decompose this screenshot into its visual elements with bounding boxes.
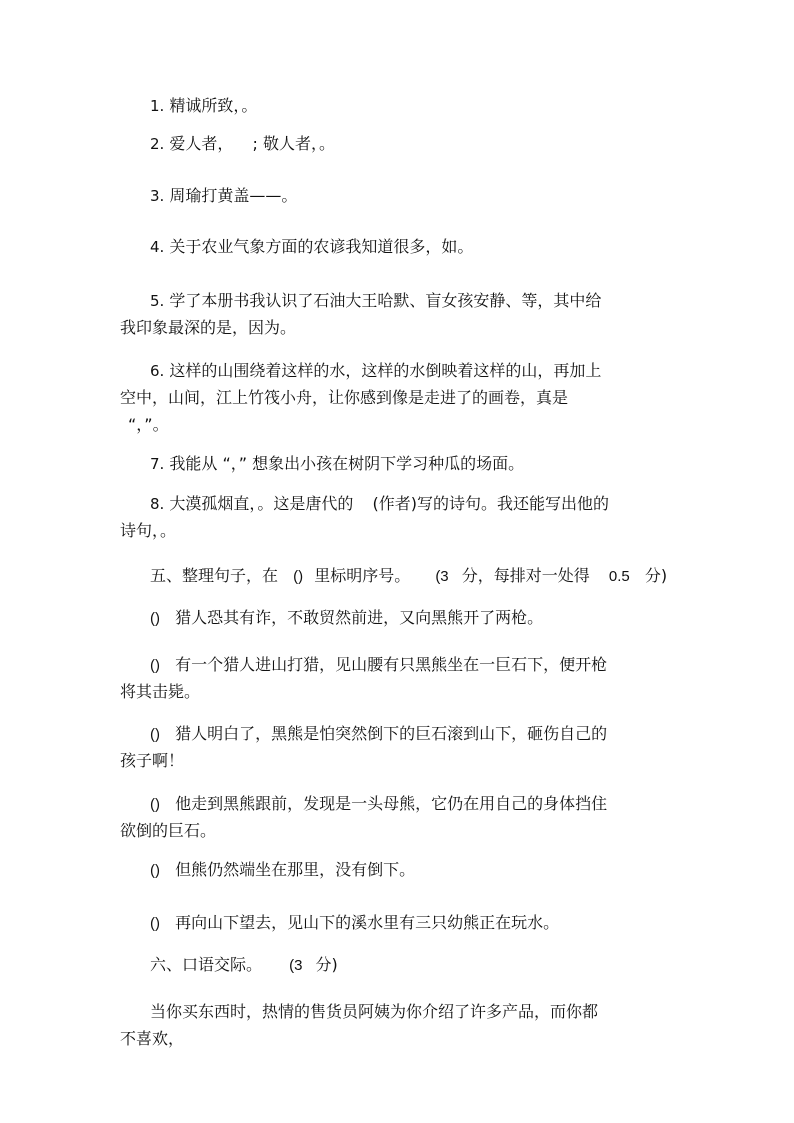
question-text: 大漠孤烟直，。这是唐代的 bbox=[169, 494, 354, 513]
question-6-line-2: 空中，山间，江上竹筏小舟，让你感到像是走进了的画卷，真是 bbox=[120, 388, 569, 407]
question-number: 3. bbox=[150, 187, 165, 205]
score-note: 分，每排对一处得 bbox=[461, 566, 590, 585]
question-number: 2. bbox=[150, 135, 165, 153]
sentence-6 bbox=[150, 913, 559, 934]
question-1 bbox=[150, 96, 257, 116]
paragraph-line-1: 当你买东西时，热情的售货员阿姨为你介绍了许多产品，而你都 bbox=[150, 1002, 599, 1021]
question-4 bbox=[150, 237, 473, 257]
question-7 bbox=[150, 454, 524, 474]
sentence-3-line-1 bbox=[150, 724, 607, 745]
section-instruction: 里标明序号。 bbox=[314, 566, 411, 585]
question-text: 我能从 “，” 想象出小孩在树阴下学习种瓜的场面。 bbox=[169, 454, 525, 473]
question-5-line-2: 我印象最深的是，因为。 bbox=[120, 318, 297, 337]
sentence-2-line-1 bbox=[150, 655, 607, 676]
question-6-line-3: “，”。 bbox=[128, 415, 169, 434]
score-note: (3 bbox=[435, 568, 449, 585]
sentence-1 bbox=[150, 608, 543, 629]
question-number: 5. bbox=[150, 292, 165, 310]
sentence-text: 他走到黑熊跟前，发现是一头母熊，它仍在用自己的身体挡住 bbox=[175, 794, 608, 813]
question-number: 1. bbox=[150, 97, 165, 115]
section-title: 六、口语交际。 bbox=[150, 955, 263, 974]
question-number: 7. bbox=[150, 455, 165, 473]
score-note: (3 bbox=[289, 957, 303, 974]
question-text: 精诚所致，。 bbox=[169, 96, 258, 115]
sentence-text: 猎人明白了，黑熊是怕突然倒下的巨石滚到山下，砸伤自己的 bbox=[175, 724, 608, 743]
paren-blank: () bbox=[150, 796, 160, 813]
section-6-heading bbox=[150, 955, 338, 976]
question-number: 8. bbox=[150, 495, 165, 513]
sentence-4-line-1 bbox=[150, 794, 607, 815]
sentence-text: 但熊仍然端坐在那里，没有倒下。 bbox=[175, 860, 416, 879]
question-6-line-1 bbox=[150, 361, 601, 381]
score-note: 分) bbox=[644, 566, 668, 585]
paren-blank: () bbox=[293, 568, 304, 585]
question-text: 周瑜打黄盖——。 bbox=[169, 186, 298, 205]
question-3 bbox=[150, 186, 297, 206]
sentence-3-line-2: 孩子啊！ bbox=[120, 751, 185, 770]
paragraph-line-2: 不喜欢， bbox=[120, 1029, 185, 1048]
question-text: 关于农业气象方面的农谚我知道很多，如。 bbox=[169, 237, 474, 256]
section-title: 五、整理句子，在 bbox=[150, 566, 279, 585]
paren-blank: () bbox=[150, 610, 160, 627]
section-5-heading bbox=[150, 566, 667, 587]
question-text: 爱人者， bbox=[169, 134, 234, 153]
sentence-2-line-2: 将其击毙。 bbox=[120, 682, 201, 701]
score-note: 分) bbox=[315, 955, 338, 974]
paren-blank: () bbox=[150, 915, 160, 932]
sentence-text: 再向山下望去，见山下的溪水里有三只幼熊正在玩水。 bbox=[175, 913, 560, 932]
question-2 bbox=[150, 134, 335, 154]
question-5-line-1 bbox=[150, 291, 601, 311]
sentence-text: 猎人恐其有诈，不敢贸然前进，又向黑熊开了两枪。 bbox=[175, 608, 544, 627]
question-number: 4. bbox=[150, 238, 165, 256]
question-text: 学了本册书我认识了石油大王哈默、盲女孩安静、等，其中给 bbox=[169, 291, 602, 310]
paren-blank: () bbox=[150, 862, 160, 879]
score-note: 0.5 bbox=[608, 568, 630, 585]
sentence-text: 有一个猎人进山打猎，见山腰有只黑熊坐在一巨石下，便开枪 bbox=[175, 655, 608, 674]
sentence-5 bbox=[150, 860, 415, 881]
question-number: 6. bbox=[150, 362, 165, 380]
question-8-line-1 bbox=[150, 494, 609, 514]
question-text: 这样的山围绕着这样的水，这样的水倒映着这样的山，再加上 bbox=[169, 361, 602, 380]
question-text: (作者)写的诗句。我还能写出他的 bbox=[372, 494, 610, 513]
paren-blank: () bbox=[150, 657, 160, 674]
question-8-line-2: 诗句，。 bbox=[120, 521, 177, 540]
paren-blank: () bbox=[150, 726, 160, 743]
question-text: ; 敬人者，。 bbox=[252, 134, 335, 153]
sentence-4-line-2: 欲倒的巨石。 bbox=[120, 821, 217, 840]
